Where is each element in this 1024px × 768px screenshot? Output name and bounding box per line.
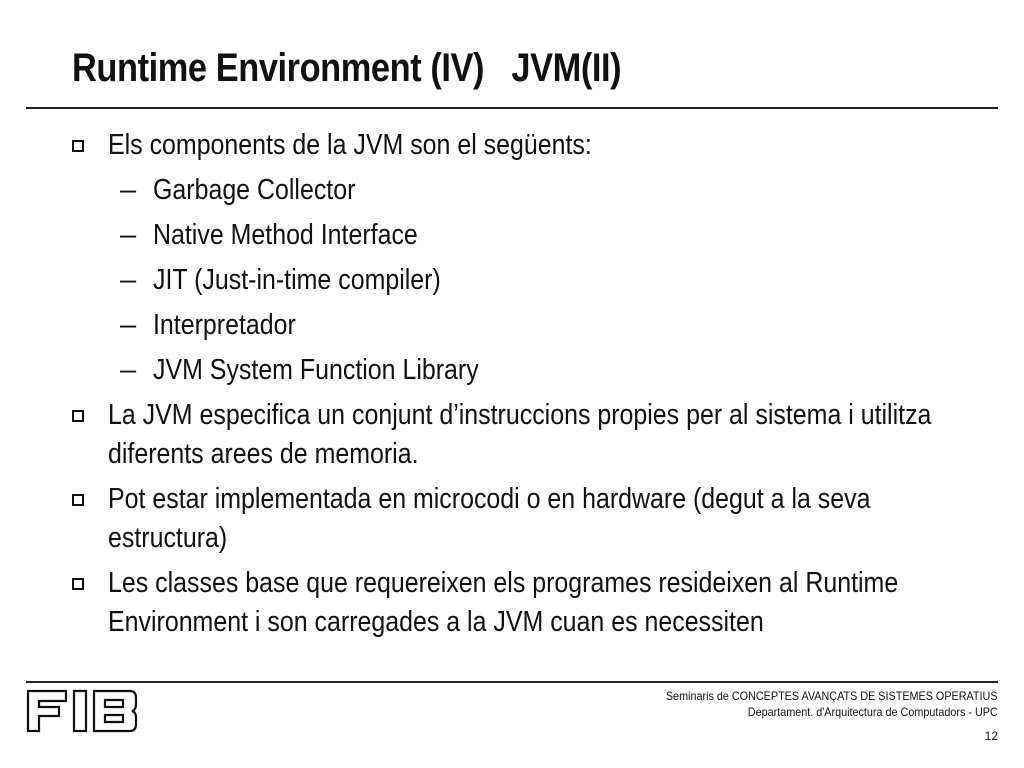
footer-divider — [26, 681, 998, 683]
sub-bullet-dash: – — [120, 354, 137, 386]
bullet-text-continuation: Environment i son carregades a la JVM cuan es necessiten — [108, 606, 764, 638]
footer-course-title: Seminaris de CONCEPTES AVANÇATS DE SISTEMES OPERATIUS — [666, 689, 998, 703]
bullet-marker-icon — [72, 494, 84, 506]
sub-bullet-text: JIT (Just-in-time compiler) — [153, 264, 441, 296]
sub-bullet-text: Interpretador — [153, 309, 296, 341]
sub-bullet-dash: – — [120, 219, 137, 251]
footer-department: Departament. d'Arquitectura de Computadors - UPC — [748, 705, 998, 719]
page-number: 12 — [984, 729, 998, 743]
sub-bullet-text: Native Method Interface — [153, 219, 418, 251]
sub-bullet-dash: – — [120, 174, 137, 206]
bullet-marker-icon — [72, 410, 84, 422]
bullet-text: La JVM especifica un conjunt d’instruccions propies per al sistema i utilitza — [108, 399, 932, 431]
bullet-text: Els components de la JVM son el següents: — [108, 129, 592, 161]
bullet-text-continuation: diferents arees de memoria. — [108, 438, 419, 470]
slide-title: Runtime Environment (IV) JVM(II) — [72, 46, 622, 90]
bullet-marker-icon — [72, 140, 84, 152]
bullet-marker-icon — [72, 578, 84, 590]
sub-bullet-text: Garbage Collector — [153, 174, 356, 206]
title-divider — [26, 107, 998, 109]
fib-logo — [26, 689, 138, 733]
sub-bullet-text: JVM System Function Library — [153, 354, 479, 386]
sub-bullet-dash: – — [120, 309, 137, 341]
bullet-text-continuation: estructura) — [108, 522, 228, 554]
bullet-text: Les classes base que requereixen els programes resideixen al Runtime — [108, 567, 899, 599]
sub-bullet-dash: – — [120, 264, 137, 296]
bullet-text: Pot estar implementada en microcodi o en hardware (degut a la seva — [108, 483, 871, 515]
